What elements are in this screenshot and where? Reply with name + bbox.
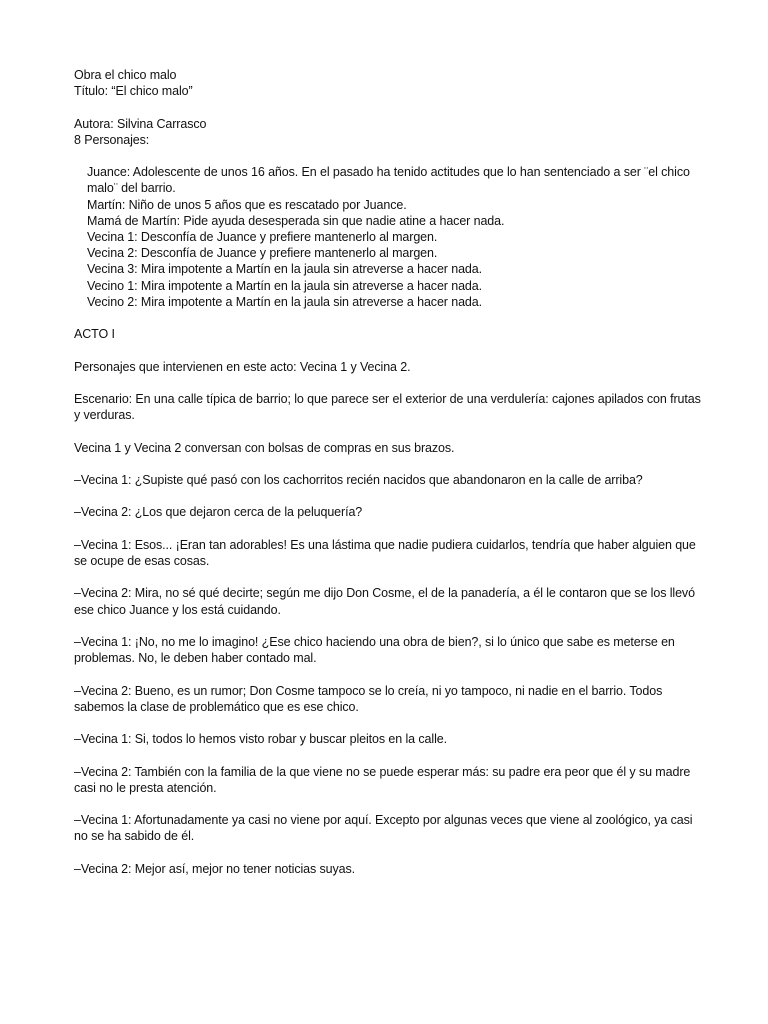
stage-direction: Vecina 1 y Vecina 2 conversan con bolsas de compras en sus brazos. [74,440,455,455]
dialogue-line: –Vecina 2: También con la familia de la que viene no se puede esperar más: su padre era peor que él y su madre casi no le presta atención. [74,764,691,795]
document-heading: Obra el chico malo [74,68,177,82]
cast-item-vecina-2: Vecina 2: Desconfía de Juance y prefiere mantenerlo al margen. [87,246,438,261]
dialogue-line: –Vecina 2: ¿Los que dejaron cerca de la peluquería? [74,505,363,520]
author-line: Autora: Silvina Carrasco [74,116,207,131]
cast-item-juance: Juance: Adolescente de unos 16 años. En el pasado ha tenido actitudes que lo han sentenciado a ser ¨el chico malo¨ del barrio. [87,165,690,196]
cast-list [74,164,704,310]
cast-item-vecina-3: Vecina 3: Mira impotente a Martín en la jaula sin atreverse a hacer nada. [87,262,483,277]
play-title: Título: “El chico malo” [74,84,193,99]
cast-item-vecina-1: Vecina 1: Desconfía de Juance y prefiere mantenerlo al margen. [87,230,438,244]
dialogue-line: –Vecina 2: Bueno, es un rumor; Don Cosme tampoco se lo creía, ni yo tampoco, ni nadie en el barrio. Todos sabemos la clase de problemático que es ese chico. [74,683,663,714]
dialogue-line: –Vecina 1: Esos... ¡Eran tan adorables! Es una lástima que nadie pudiera cuidarlos, tendría que haber alguien que se ocupe de esas cosas. [74,537,696,568]
dialogue-line: –Vecina 2: Mejor así, mejor no tener noticias suyas. [74,861,356,876]
cast-item-vecino-1: Vecino 1: Mira impotente a Martín en la jaula sin atreverse a hacer nada. [87,278,483,293]
act-title: ACTO I [74,327,115,342]
dialogue-line: –Vecina 2: Mira, no sé qué decirte; según me dijo Don Cosme, el de la panadería, a él le contaron que se los llevó ese chico Juance y los está cuidando. [74,586,695,617]
cast-item-mama: Mamá de Martín: Pide ayuda desesperada sin que nadie atine a hacer nada. [87,213,505,228]
cast-item-vecino-2: Vecino 2: Mira impotente a Martín en la jaula sin atreverse a hacer nada. [87,294,483,309]
act-setting: Escenario: En una calle típica de barrio; lo que parece ser el exterior de una verdulería: cajones apilados con frutas y verduras. [74,391,701,423]
act-characters: Personajes que intervienen en este acto: Vecina 1 y Vecina 2. [74,359,411,374]
dialogue-line: –Vecina 1: Afortunadamente ya casi no viene por aquí. Excepto por algunas veces que viene al zoológico, ya casi no se ha sabido de él. [74,813,693,844]
document-body [74,67,704,877]
characters-count: 8 Personajes: [74,132,150,147]
dialogue-line: –Vecina 1: Si, todos lo hemos visto robar y buscar pleitos en la calle. [74,732,447,747]
dialogue-line: –Vecina 1: ¡No, no me lo imagino! ¿Ese chico haciendo una obra de bien?, si lo único que sabe es meterse en problemas. No, le deben haber contado mal. [74,634,675,666]
cast-item-martin: Martín: Niño de unos 5 años que es rescatado por Juance. [87,197,407,212]
dialogue-line: –Vecina 1: ¿Supiste qué pasó con los cachorritos recién nacidos que abandonaron en la calle de arriba? [74,472,643,487]
